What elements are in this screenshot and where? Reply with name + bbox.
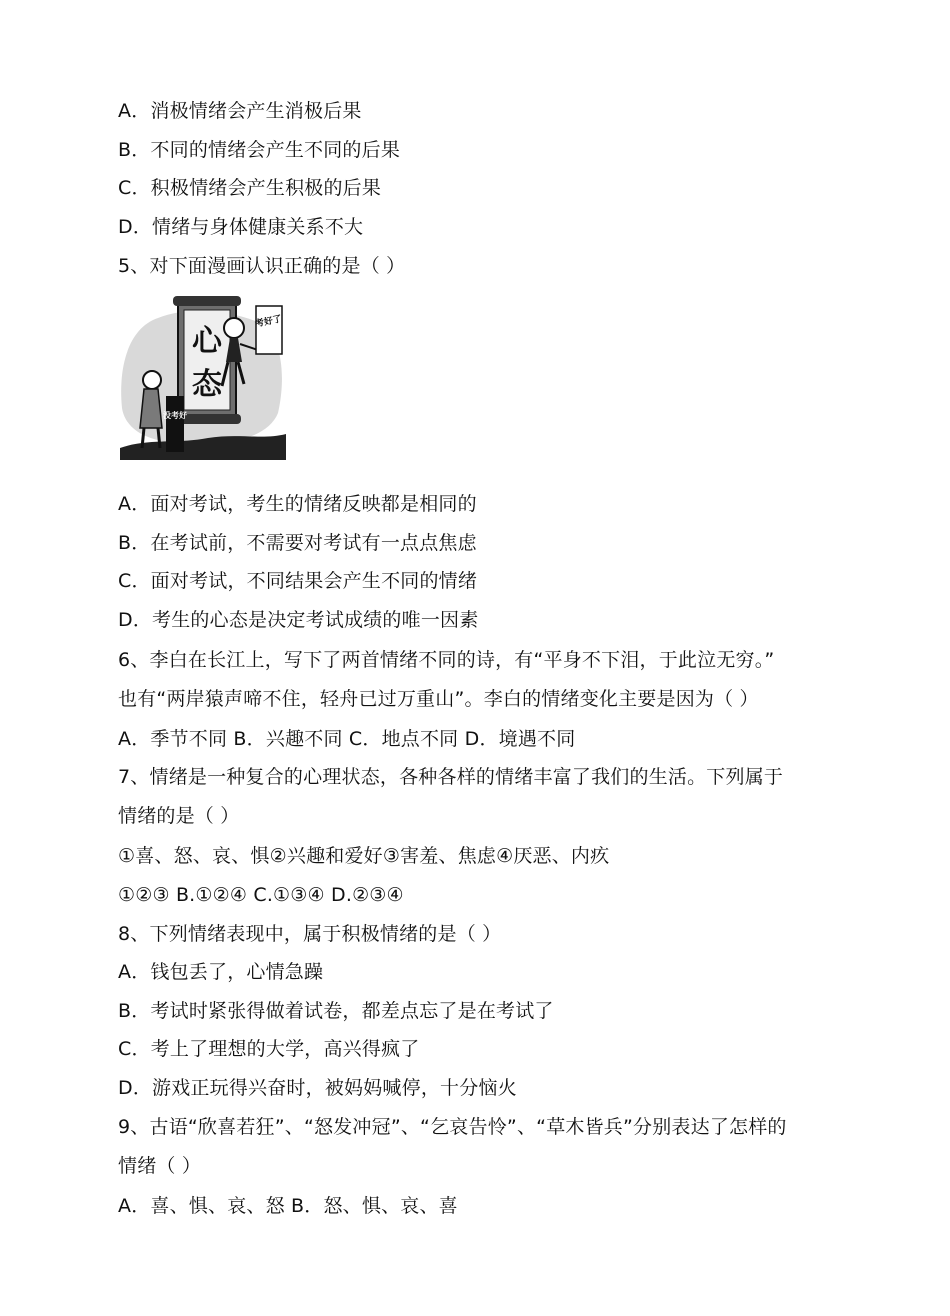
q9-options: A．喜、惧、哀、怒 B．怒、惧、哀、喜: [118, 1195, 458, 1217]
scroll-character-1: 心: [192, 324, 222, 359]
q7-options: ①②③ B.①②④ C.①③④ D.②③④: [118, 884, 404, 906]
q5-option-d: D．考生的心态是决定考试成绩的唯一因素: [118, 609, 479, 631]
q7-items: ①喜、怒、哀、惧②兴趣和爱好③害羞、焦虑④厌恶、内疚: [118, 845, 610, 867]
q9-stem-line1: 9、古语“欣喜若狂”、“怒发冲冠”、“乞哀告怜”、“草木皆兵”分别表达了怎样的: [118, 1116, 787, 1138]
q8-stem: 8、下列情绪表现中，属于积极情绪的是（ ）: [118, 923, 502, 945]
q8-option-c: C．考上了理想的大学，高兴得疯了: [118, 1038, 420, 1060]
q7-stem-line1: 7、情绪是一种复合的心理状态，各种各样的情绪丰富了我们的生活。下列属于: [118, 766, 784, 788]
q4-option-a: A．消极情绪会产生消极后果: [118, 100, 362, 122]
q5-option-c: C．面对考试，不同结果会产生不同的情绪: [118, 570, 478, 592]
q8-option-d: D．游戏正玩得兴奋时，被妈妈喊停，十分恼火: [118, 1077, 517, 1099]
q5-option-a: A．面对考试，考生的情绪反映都是相同的: [118, 493, 477, 515]
q6-stem-line2: 也有“两岸猿声啼不住，轻舟已过万重山”。李白的情绪变化主要是因为（ ）: [118, 688, 759, 710]
tag-left-text: 没考好: [163, 411, 187, 420]
q4-option-c: C．积极情绪会产生积极的后果: [118, 177, 382, 199]
sign-right-text: 考好了: [254, 314, 283, 330]
q5-stem: 5、对下面漫画认识正确的是（ ）: [118, 255, 406, 277]
q4-option-b: B．不同的情绪会产生不同的后果: [118, 139, 401, 161]
q9-stem-line2: 情绪（ ）: [118, 1155, 202, 1177]
mindset-cartoon: [118, 288, 286, 460]
q6-options: A．季节不同 B．兴趣不同 C．地点不同 D．境遇不同: [118, 728, 576, 750]
q4-option-d: D．情绪与身体健康关系不大: [118, 216, 364, 238]
q8-option-b: B．考试时紧张得做着试卷，都差点忘了是在考试了: [118, 1000, 554, 1022]
q8-option-a: A．钱包丢了，心情急躁: [118, 961, 324, 983]
q6-stem-line1: 6、李白在长江上，写下了两首情绪不同的诗，有“平身不下泪，于此泣无穷。”: [118, 649, 775, 671]
q7-stem-line2: 情绪的是（ ）: [118, 805, 240, 827]
scroll-character-2: 态: [192, 367, 222, 402]
q5-option-b: B．在考试前，不需要对考试有一点点焦虑: [118, 532, 477, 554]
